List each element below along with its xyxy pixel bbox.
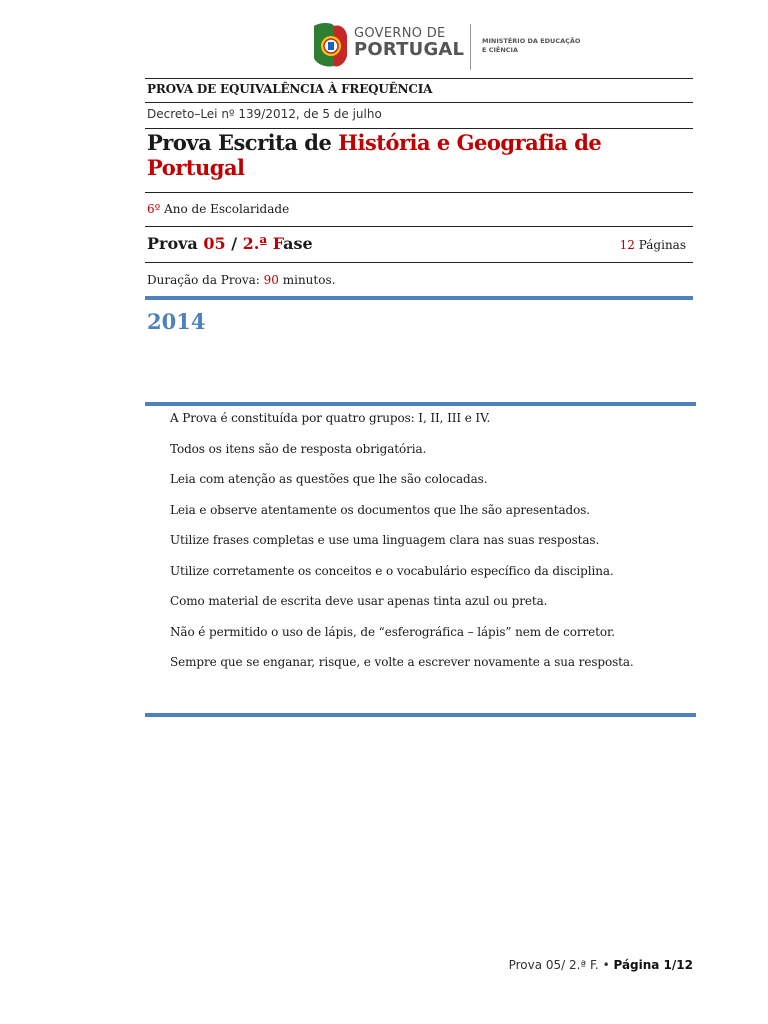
page-count bbox=[620, 238, 686, 252]
logo-line2: PORTUGAL bbox=[354, 39, 465, 60]
footer-prova: Prova 05/ 2.ª F. • bbox=[508, 958, 614, 972]
portugal-coat-of-arms-icon bbox=[310, 22, 350, 70]
logo-wordmark bbox=[354, 27, 464, 59]
divider-line bbox=[145, 262, 693, 263]
ministry-name bbox=[482, 37, 580, 56]
logo-line1: GOVERNO DE bbox=[354, 26, 446, 41]
prova-number: 05 bbox=[203, 234, 226, 253]
ministry-line2: E CIÊNCIA bbox=[482, 46, 518, 55]
duration-value: 90 bbox=[263, 273, 279, 287]
divider-line bbox=[145, 226, 693, 227]
instruction-item: Como material de escrita deve usar apenas tinta azul ou preta. bbox=[170, 594, 548, 608]
exam-year: 2014 bbox=[147, 309, 206, 334]
instruction-item: Todos os itens são de resposta obrigatória. bbox=[170, 441, 427, 456]
footer-page-number: Página 1/12 bbox=[613, 958, 693, 972]
divider-line bbox=[145, 128, 693, 129]
grade-level bbox=[147, 202, 289, 216]
instruction-item: Utilize frases completas e use uma linguagem clara nas suas respostas. bbox=[170, 533, 600, 547]
fase-text: ase bbox=[283, 234, 313, 253]
title-prefix: Prova Escrita de bbox=[147, 130, 339, 155]
pages-text: Páginas bbox=[634, 238, 686, 252]
prova-label: Prova bbox=[147, 234, 204, 253]
exam-type: PROVA DE EQUIVALÊNCIA À FREQUÊNCIA bbox=[147, 82, 433, 96]
title-subject: História e Geografia de Portugal bbox=[147, 130, 602, 180]
divider-line bbox=[145, 102, 693, 103]
government-logo bbox=[310, 22, 590, 72]
divider-line bbox=[145, 192, 693, 193]
instruction-item: Não é permitido o uso de lápis, de “esferográfica – lápis” nem de corretor. bbox=[170, 624, 615, 639]
ministry-line1: MINISTÉRIO DA EDUCAÇÃO bbox=[482, 37, 581, 45]
instructions-top-border bbox=[145, 402, 696, 406]
instructions-list bbox=[170, 411, 690, 686]
instruction-item: Sempre que se enganar, risque, e volte a escrever novamente a sua resposta. bbox=[170, 655, 634, 669]
blue-divider bbox=[145, 296, 693, 300]
decree-reference: Decreto–Lei nº 139/2012, de 5 de julho bbox=[147, 107, 382, 121]
divider-line bbox=[145, 78, 693, 79]
duration-label: Duração da Prova: bbox=[147, 273, 264, 287]
grade-number: 6º bbox=[147, 202, 161, 216]
logo-divider bbox=[470, 24, 471, 70]
fase-number: 2.ª F bbox=[242, 234, 284, 253]
grade-text: Ano de Escolaridade bbox=[160, 202, 290, 216]
exam-title bbox=[147, 130, 687, 180]
instruction-item: Utilize corretamente os conceitos e o vocabulário específico da disciplina. bbox=[170, 563, 614, 578]
instructions-bottom-border bbox=[145, 713, 696, 717]
duration-unit: minutos. bbox=[278, 273, 336, 287]
instruction-item: A Prova é constituída por quatro grupos: I, II, III e IV. bbox=[170, 411, 491, 425]
prova-separator: / bbox=[225, 234, 243, 253]
page-footer bbox=[509, 958, 693, 972]
instruction-item: Leia e observe atentamente os documentos que lhe são apresentados. bbox=[170, 502, 590, 517]
instruction-item: Leia com atenção as questões que lhe são colocadas. bbox=[170, 472, 488, 486]
pages-number: 12 bbox=[619, 238, 635, 252]
exam-duration bbox=[147, 273, 335, 287]
prova-phase bbox=[147, 234, 313, 253]
